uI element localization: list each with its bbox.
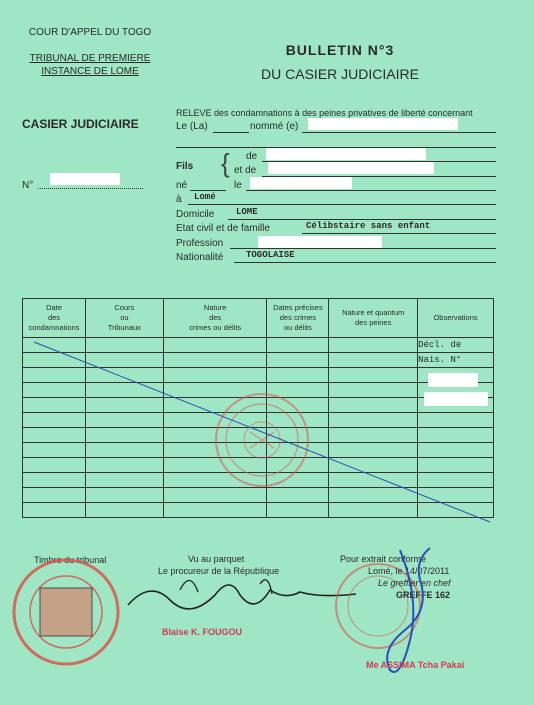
procureur-name: Blaise K. FOUGOU xyxy=(162,627,243,637)
col-header-date: Date des condamnations xyxy=(23,299,86,338)
name-label-a: Le (La) xyxy=(176,121,208,132)
etat-label: Etat civil et de famille xyxy=(176,223,270,234)
casier-title: CASIER JUDICIAIRE xyxy=(22,117,139,131)
brace: { xyxy=(221,148,230,178)
tribunal-stamp-icon xyxy=(6,556,128,668)
bulletin-title: BULLETIN N°3 xyxy=(285,42,395,58)
tribunal-line-1: TRIBUNAL DE PREMIERE xyxy=(29,53,151,64)
court-seal-center xyxy=(216,394,308,486)
greffier-name: Me ASSIMA Tcha Pakai xyxy=(366,660,465,670)
domicile-label: Domicile xyxy=(176,209,215,220)
number-label: N° xyxy=(22,180,34,191)
profession-label: Profession xyxy=(176,238,224,249)
observation-2: Nais. N° xyxy=(418,353,494,368)
col-header-dates-precises: Dates précises des crimes ou délits xyxy=(267,299,329,338)
strike-line xyxy=(34,342,490,522)
col-header-cours: Cours ou Tribunaux xyxy=(85,299,163,338)
pour-extrait: Pour extrait conforme xyxy=(340,554,427,564)
et-de-label: et de xyxy=(234,165,257,176)
nationalite-value: TOGOLAISE xyxy=(246,250,295,260)
bulletin-subtitle: DU CASIER JUDICIAIRE xyxy=(261,66,419,82)
birthplace-value: Lomé xyxy=(194,192,216,202)
intro-text: RELEVE des condamnations à des peines privatives de liberté concernant xyxy=(176,108,473,118)
a-label: à xyxy=(176,194,182,205)
domicile-value: LOME xyxy=(236,207,258,217)
court-name: COUR D'APPEL DU TOGO xyxy=(28,27,152,38)
nationalite-label: Nationalité xyxy=(176,252,224,263)
greffe-number: GREFFE 162 xyxy=(396,590,451,600)
col-header-peines: Nature et quantum des peines xyxy=(329,299,418,338)
observation-1: Décl. de xyxy=(418,338,494,353)
tribunal-line-2: INSTANCE DE LOME xyxy=(41,66,139,77)
fils-label: Fils xyxy=(176,161,194,172)
etat-value: Célibstaire sans enfant xyxy=(306,221,431,231)
name-label-b: nommé (e) xyxy=(250,121,299,132)
greffier-label: Le greffier en chef xyxy=(378,578,451,588)
procureur-label: Le procureur de la République xyxy=(158,566,280,576)
timbre-label: Timbre du tribunal xyxy=(34,555,107,565)
date-line: Lomé, le 14/07/2011 xyxy=(368,566,450,576)
vu-au-parquet: Vu au parquet xyxy=(188,554,245,564)
ne-label: né xyxy=(176,180,188,191)
de-label: de xyxy=(246,151,258,162)
procureur-signature-icon xyxy=(120,570,360,625)
col-header-observations: Observations xyxy=(418,299,494,338)
col-header-nature: Nature des crimes ou délits xyxy=(163,299,267,338)
le-label: le xyxy=(234,180,242,191)
